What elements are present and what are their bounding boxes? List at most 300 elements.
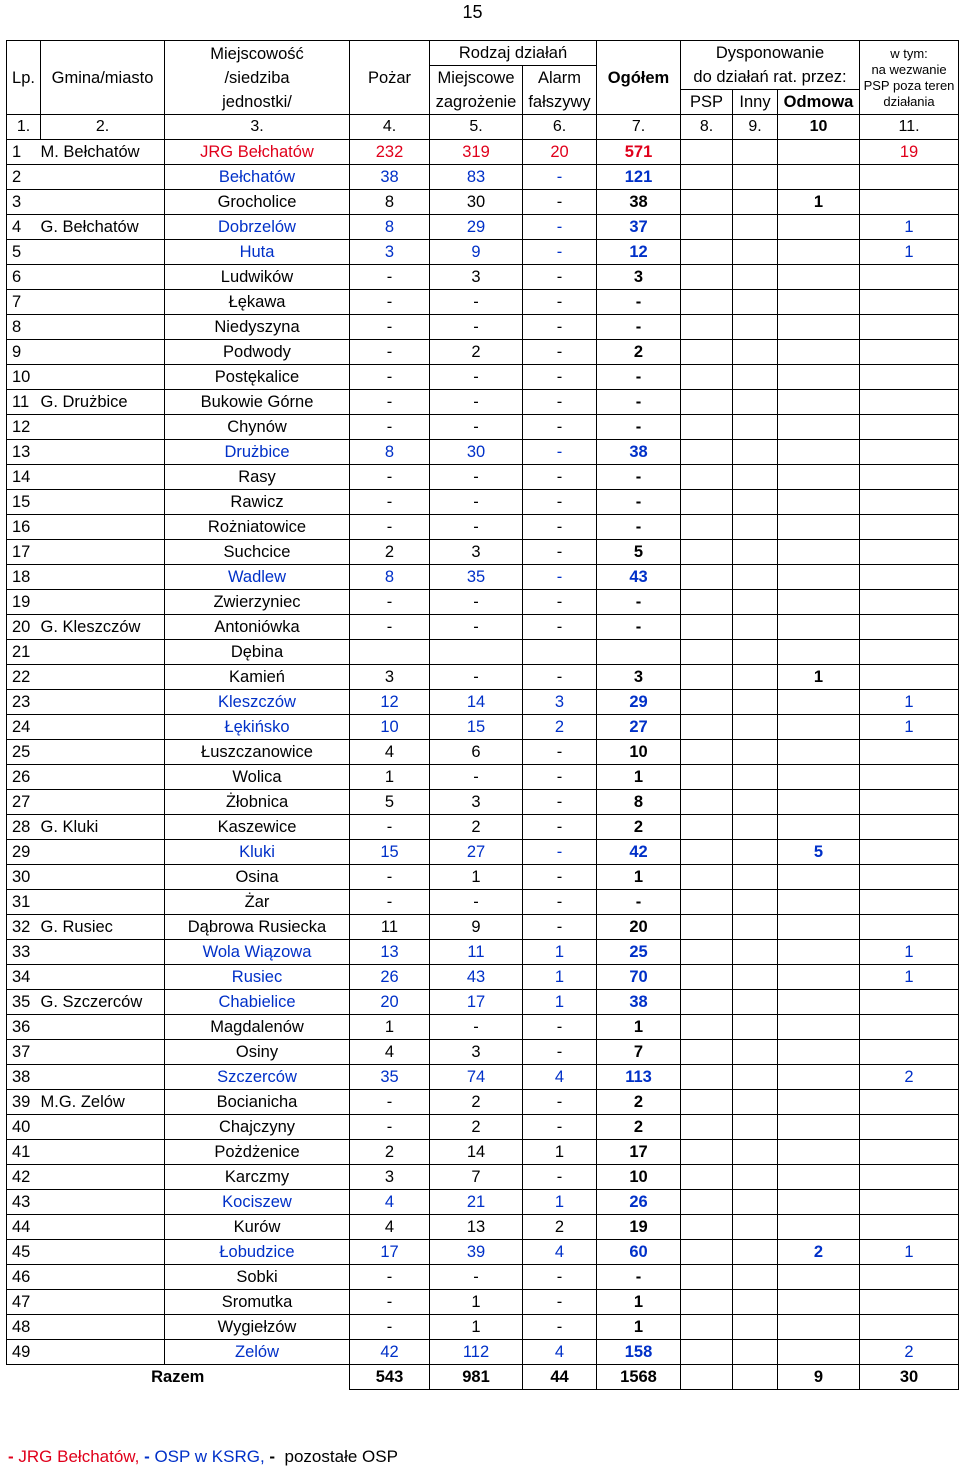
row-ogolem: - — [597, 415, 681, 440]
row-odmowa — [778, 240, 860, 265]
row-odmowa — [778, 290, 860, 315]
header-miejscowosc: Miejscowość /siedziba jednostki/ — [165, 41, 350, 115]
row-miejscowosc: JRG Bełchatów — [165, 140, 350, 165]
row-ogolem: 38 — [597, 190, 681, 215]
total-af: 44 — [523, 1365, 597, 1390]
table-row — [7, 615, 959, 640]
row-inny — [733, 740, 778, 765]
row-psp — [681, 765, 733, 790]
row-gmina — [41, 1240, 165, 1265]
row-miejscowe-zagrozenie: 9 — [430, 240, 523, 265]
row-ogolem: 37 — [597, 215, 681, 240]
row-pozar — [350, 640, 430, 665]
row-inny — [733, 1140, 778, 1165]
row-pozar: 10 — [350, 715, 430, 740]
row-miejscowosc: Kamień — [165, 665, 350, 690]
row-gmina — [41, 715, 165, 740]
row-wtym — [860, 315, 959, 340]
row-inny — [733, 390, 778, 415]
row-alarm-falszywy: - — [523, 315, 597, 340]
row-lp: 17 — [7, 540, 41, 565]
row-psp — [681, 215, 733, 240]
row-inny — [733, 1265, 778, 1290]
row-miejscowe-zagrozenie: 30 — [430, 440, 523, 465]
row-odmowa — [778, 415, 860, 440]
table-row — [7, 165, 959, 190]
row-odmowa — [778, 1065, 860, 1090]
row-gmina — [41, 440, 165, 465]
row-wtym — [860, 815, 959, 840]
row-pozar: - — [350, 265, 430, 290]
row-miejscowe-zagrozenie: - — [430, 415, 523, 440]
row-miejscowosc: Chynów — [165, 415, 350, 440]
row-inny — [733, 190, 778, 215]
row-wtym — [860, 990, 959, 1015]
row-wtym: 1 — [860, 715, 959, 740]
row-wtym — [860, 190, 959, 215]
table-row — [7, 1340, 959, 1365]
row-miejscowosc: Bełchatów — [165, 165, 350, 190]
row-lp: 49 — [7, 1340, 41, 1365]
row-psp — [681, 140, 733, 165]
row-gmina: G. Rusiec — [41, 915, 165, 940]
row-inny — [733, 465, 778, 490]
row-miejscowe-zagrozenie — [430, 640, 523, 665]
row-gmina — [41, 265, 165, 290]
row-pozar: 42 — [350, 1340, 430, 1365]
row-miejscowosc: Rożniatowice — [165, 515, 350, 540]
row-odmowa — [778, 790, 860, 815]
table-row — [7, 415, 959, 440]
row-miejscowe-zagrozenie: - — [430, 890, 523, 915]
row-miejscowosc: Magdalenów — [165, 1015, 350, 1040]
row-pozar: - — [350, 290, 430, 315]
row-miejscowosc: Łękawa — [165, 290, 350, 315]
row-pozar: - — [350, 415, 430, 440]
row-ogolem: 158 — [597, 1340, 681, 1365]
column-number: 7. — [597, 115, 681, 140]
table-row — [7, 1165, 959, 1190]
row-wtym — [860, 915, 959, 940]
row-inny — [733, 440, 778, 465]
row-alarm-falszywy: - — [523, 1290, 597, 1315]
row-pozar: 3 — [350, 665, 430, 690]
row-gmina — [41, 515, 165, 540]
row-wtym: 1 — [860, 1240, 959, 1265]
row-ogolem: 20 — [597, 915, 681, 940]
row-alarm-falszywy: 1 — [523, 965, 597, 990]
row-pozar: 26 — [350, 965, 430, 990]
row-psp — [681, 1065, 733, 1090]
row-miejscowe-zagrozenie: 3 — [430, 540, 523, 565]
row-pozar: 8 — [350, 215, 430, 240]
row-inny — [733, 590, 778, 615]
row-ogolem — [597, 640, 681, 665]
row-gmina — [41, 540, 165, 565]
table-row — [7, 340, 959, 365]
row-psp — [681, 690, 733, 715]
row-odmowa — [778, 1340, 860, 1365]
row-psp — [681, 440, 733, 465]
row-pozar: 38 — [350, 165, 430, 190]
table-row — [7, 1090, 959, 1115]
table-row — [7, 690, 959, 715]
table-row — [7, 565, 959, 590]
row-psp — [681, 890, 733, 915]
row-wtym — [860, 1115, 959, 1140]
row-miejscowosc: Rusiec — [165, 965, 350, 990]
row-lp: 33 — [7, 940, 41, 965]
row-pozar: 3 — [350, 1165, 430, 1190]
row-lp: 8 — [7, 315, 41, 340]
row-inny — [733, 415, 778, 440]
row-gmina — [41, 1290, 165, 1315]
row-gmina — [41, 1315, 165, 1340]
row-ogolem: 8 — [597, 790, 681, 815]
row-gmina — [41, 1265, 165, 1290]
legend-text: OSP w KSRG, — [149, 1447, 270, 1466]
row-lp: 32 — [7, 915, 41, 940]
row-gmina — [41, 790, 165, 815]
table-row — [7, 965, 959, 990]
row-alarm-falszywy: - — [523, 1265, 597, 1290]
column-number: 5. — [430, 115, 523, 140]
row-wtym: 2 — [860, 1065, 959, 1090]
row-alarm-falszywy: - — [523, 165, 597, 190]
row-pozar: 4 — [350, 1040, 430, 1065]
row-wtym — [860, 1140, 959, 1165]
header-pozar: Pożar — [350, 41, 430, 115]
row-pozar: 8 — [350, 190, 430, 215]
row-odmowa — [778, 1190, 860, 1215]
row-pozar: 20 — [350, 990, 430, 1015]
legend-mark: - — [8, 1447, 14, 1466]
row-inny — [733, 1215, 778, 1240]
row-miejscowosc: Niedyszyna — [165, 315, 350, 340]
row-inny — [733, 140, 778, 165]
header-ogolem: Ogółem — [597, 41, 681, 115]
legend-text: pozostałe OSP — [275, 1447, 398, 1466]
row-inny — [733, 1115, 778, 1140]
row-miejscowosc: Huta — [165, 240, 350, 265]
row-inny — [733, 990, 778, 1015]
row-miejscowosc: Dobrzelów — [165, 215, 350, 240]
row-alarm-falszywy — [523, 640, 597, 665]
row-alarm-falszywy: - — [523, 815, 597, 840]
row-ogolem: 2 — [597, 340, 681, 365]
table-row — [7, 540, 959, 565]
row-alarm-falszywy: 20 — [523, 140, 597, 165]
row-alarm-falszywy: - — [523, 615, 597, 640]
row-wtym — [860, 1290, 959, 1315]
row-miejscowe-zagrozenie: 3 — [430, 265, 523, 290]
row-inny — [733, 240, 778, 265]
row-odmowa — [778, 215, 860, 240]
row-miejscowe-zagrozenie: - — [430, 1265, 523, 1290]
row-wtym — [860, 1165, 959, 1190]
row-gmina — [41, 865, 165, 890]
row-odmowa — [778, 740, 860, 765]
row-wtym — [860, 290, 959, 315]
row-inny — [733, 290, 778, 315]
header-lp: Lp. — [7, 41, 41, 115]
row-odmowa — [778, 390, 860, 415]
row-pozar: 4 — [350, 1190, 430, 1215]
row-gmina: G. Kleszczów — [41, 615, 165, 640]
row-wtym — [860, 490, 959, 515]
row-lp: 42 — [7, 1165, 41, 1190]
row-inny — [733, 1190, 778, 1215]
row-alarm-falszywy: 1 — [523, 1140, 597, 1165]
row-miejscowosc: Łobudzice — [165, 1240, 350, 1265]
column-number: 8. — [681, 115, 733, 140]
row-ogolem: - — [597, 365, 681, 390]
row-alarm-falszywy: 4 — [523, 1240, 597, 1265]
row-psp — [681, 565, 733, 590]
table-row — [7, 640, 959, 665]
row-alarm-falszywy: - — [523, 915, 597, 940]
row-miejscowosc: Wygiełzów — [165, 1315, 350, 1340]
row-alarm-falszywy: - — [523, 365, 597, 390]
row-pozar: 5 — [350, 790, 430, 815]
row-wtym — [860, 590, 959, 615]
table-row — [7, 815, 959, 840]
row-wtym — [860, 890, 959, 915]
row-odmowa — [778, 465, 860, 490]
row-lp: 36 — [7, 1015, 41, 1040]
row-psp — [681, 1040, 733, 1065]
row-psp — [681, 240, 733, 265]
row-psp — [681, 165, 733, 190]
row-lp: 25 — [7, 740, 41, 765]
row-psp — [681, 615, 733, 640]
legend-mark: - — [144, 1447, 150, 1466]
row-psp — [681, 1290, 733, 1315]
row-inny — [733, 265, 778, 290]
row-inny — [733, 1315, 778, 1340]
row-psp — [681, 515, 733, 540]
row-inny — [733, 1065, 778, 1090]
row-miejscowosc: Kaszewice — [165, 815, 350, 840]
row-wtym — [860, 1090, 959, 1115]
row-wtym: 1 — [860, 965, 959, 990]
row-lp: 39 — [7, 1090, 41, 1115]
row-miejscowosc: Rasy — [165, 465, 350, 490]
row-pozar: 2 — [350, 1140, 430, 1165]
row-gmina — [41, 1215, 165, 1240]
table-row — [7, 465, 959, 490]
interventions-table — [6, 40, 959, 1390]
row-miejscowosc: Dębina — [165, 640, 350, 665]
row-alarm-falszywy: 1 — [523, 940, 597, 965]
row-wtym — [860, 840, 959, 865]
row-ogolem: 70 — [597, 965, 681, 990]
row-ogolem: - — [597, 1265, 681, 1290]
row-pozar: - — [350, 865, 430, 890]
column-number: 1. — [7, 115, 41, 140]
row-ogolem: - — [597, 465, 681, 490]
row-lp: 26 — [7, 765, 41, 790]
row-miejscowosc: Chabielice — [165, 990, 350, 1015]
row-pozar: - — [350, 1115, 430, 1140]
row-odmowa — [778, 640, 860, 665]
row-odmowa — [778, 1290, 860, 1315]
row-miejscowe-zagrozenie: - — [430, 765, 523, 790]
row-wtym — [860, 365, 959, 390]
row-miejscowe-zagrozenie: 27 — [430, 840, 523, 865]
row-psp — [681, 990, 733, 1015]
row-gmina — [41, 1165, 165, 1190]
row-lp: 16 — [7, 515, 41, 540]
row-ogolem: 7 — [597, 1040, 681, 1065]
row-wtym — [860, 765, 959, 790]
row-lp: 13 — [7, 440, 41, 465]
row-miejscowosc: Drużbice — [165, 440, 350, 465]
row-pozar: 15 — [350, 840, 430, 865]
row-ogolem: - — [597, 890, 681, 915]
row-alarm-falszywy: - — [523, 340, 597, 365]
row-ogolem: - — [597, 615, 681, 640]
row-psp — [681, 540, 733, 565]
table-row — [7, 240, 959, 265]
row-lp: 5 — [7, 240, 41, 265]
row-miejscowe-zagrozenie: - — [430, 665, 523, 690]
total-mz: 981 — [430, 1365, 523, 1390]
row-alarm-falszywy: - — [523, 740, 597, 765]
row-inny — [733, 540, 778, 565]
column-numbers-row — [7, 115, 959, 140]
row-gmina: G. Drużbice — [41, 390, 165, 415]
row-miejscowe-zagrozenie: - — [430, 490, 523, 515]
row-wtym: 1 — [860, 940, 959, 965]
row-odmowa — [778, 715, 860, 740]
row-inny — [733, 840, 778, 865]
row-odmowa — [778, 1315, 860, 1340]
row-gmina — [41, 1140, 165, 1165]
row-gmina — [41, 565, 165, 590]
row-miejscowosc: Karczmy — [165, 1165, 350, 1190]
row-pozar: 12 — [350, 690, 430, 715]
row-inny — [733, 315, 778, 340]
table-row — [7, 840, 959, 865]
row-psp — [681, 265, 733, 290]
row-inny — [733, 365, 778, 390]
row-miejscowe-zagrozenie: 6 — [430, 740, 523, 765]
table-row — [7, 215, 959, 240]
row-alarm-falszywy: 4 — [523, 1340, 597, 1365]
row-miejscowe-zagrozenie: 2 — [430, 1090, 523, 1115]
row-alarm-falszywy: - — [523, 765, 597, 790]
table-row — [7, 440, 959, 465]
row-psp — [681, 1340, 733, 1365]
row-alarm-falszywy: 4 — [523, 1065, 597, 1090]
row-wtym — [860, 390, 959, 415]
row-psp — [681, 1265, 733, 1290]
table-row — [7, 715, 959, 740]
row-pozar: - — [350, 515, 430, 540]
row-miejscowe-zagrozenie: 17 — [430, 990, 523, 1015]
row-odmowa — [778, 565, 860, 590]
row-alarm-falszywy: - — [523, 1015, 597, 1040]
row-psp — [681, 715, 733, 740]
row-pozar: - — [350, 365, 430, 390]
row-lp: 2 — [7, 165, 41, 190]
row-pozar: 4 — [350, 1215, 430, 1240]
row-gmina — [41, 640, 165, 665]
row-odmowa — [778, 265, 860, 290]
row-wtym — [860, 865, 959, 890]
row-pozar: - — [350, 390, 430, 415]
row-inny — [733, 215, 778, 240]
row-inny — [733, 565, 778, 590]
row-psp — [681, 290, 733, 315]
row-psp — [681, 365, 733, 390]
row-gmina — [41, 1040, 165, 1065]
row-alarm-falszywy: - — [523, 215, 597, 240]
row-inny — [733, 1240, 778, 1265]
row-wtym — [860, 440, 959, 465]
row-odmowa — [778, 540, 860, 565]
column-number: 9. — [733, 115, 778, 140]
row-pozar: 8 — [350, 440, 430, 465]
row-inny — [733, 340, 778, 365]
row-alarm-falszywy: - — [523, 240, 597, 265]
row-miejscowe-zagrozenie: - — [430, 290, 523, 315]
row-psp — [681, 1240, 733, 1265]
row-lp: 29 — [7, 840, 41, 865]
row-alarm-falszywy: - — [523, 865, 597, 890]
row-ogolem: 25 — [597, 940, 681, 965]
row-odmowa: 2 — [778, 1240, 860, 1265]
row-wtym — [860, 1215, 959, 1240]
row-wtym — [860, 465, 959, 490]
row-lp: 14 — [7, 465, 41, 490]
row-gmina — [41, 740, 165, 765]
row-inny — [733, 1015, 778, 1040]
row-alarm-falszywy: - — [523, 440, 597, 465]
row-gmina — [41, 1115, 165, 1140]
row-gmina: M.G. Zelów — [41, 1090, 165, 1115]
row-lp: 1 — [7, 140, 41, 165]
table-row — [7, 940, 959, 965]
row-miejscowe-zagrozenie: 3 — [430, 1040, 523, 1065]
total-pozar: 543 — [350, 1365, 430, 1390]
row-ogolem: 29 — [597, 690, 681, 715]
row-lp: 30 — [7, 865, 41, 890]
row-alarm-falszywy: - — [523, 590, 597, 615]
row-miejscowe-zagrozenie: 1 — [430, 865, 523, 890]
row-psp — [681, 590, 733, 615]
row-psp — [681, 940, 733, 965]
row-gmina: G. Bełchatów — [41, 215, 165, 240]
row-odmowa — [778, 965, 860, 990]
row-gmina — [41, 965, 165, 990]
row-psp — [681, 190, 733, 215]
row-inny — [733, 515, 778, 540]
row-odmowa — [778, 765, 860, 790]
row-alarm-falszywy: - — [523, 290, 597, 315]
row-ogolem: 19 — [597, 1215, 681, 1240]
row-miejscowe-zagrozenie: 29 — [430, 215, 523, 240]
row-gmina: M. Bełchatów — [41, 140, 165, 165]
header-wtym: w tym: na wezwanie PSP poza teren działania — [860, 41, 959, 115]
row-lp: 10 — [7, 365, 41, 390]
row-miejscowe-zagrozenie: 13 — [430, 1215, 523, 1240]
row-pozar: - — [350, 890, 430, 915]
row-gmina — [41, 315, 165, 340]
table-row — [7, 865, 959, 890]
row-pozar: 1 — [350, 1015, 430, 1040]
